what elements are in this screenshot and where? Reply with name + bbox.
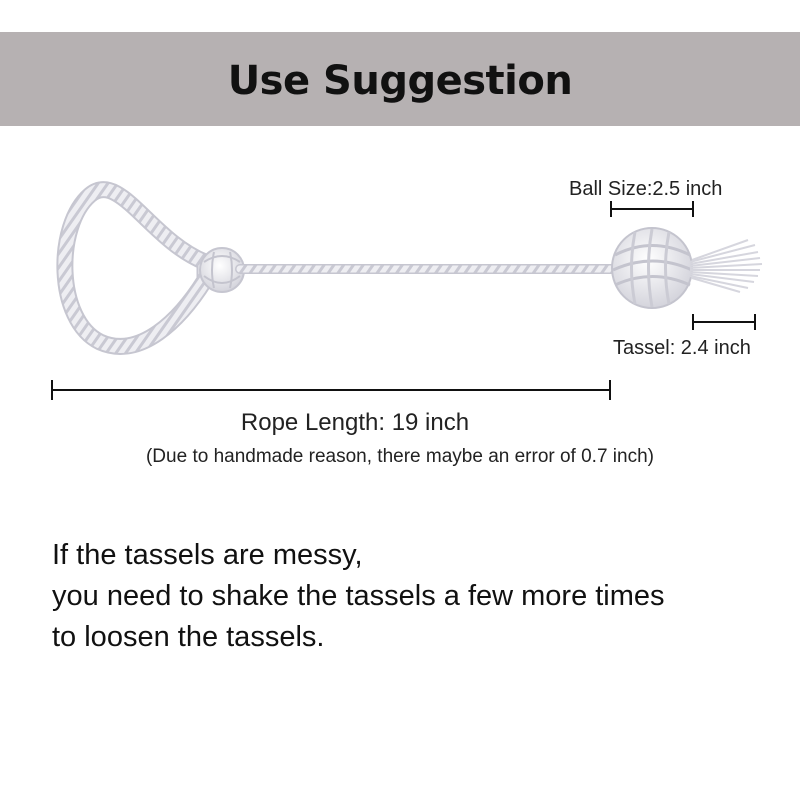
tip-line: you need to shake the tassels a few more times: [52, 580, 665, 612]
rope-length-dimension-line: [52, 380, 610, 400]
tassel-dimension-line: [693, 314, 755, 330]
error-note: (Due to handmade reason, there maybe an error of 0.7 inch): [145, 446, 654, 467]
monkey-fist-ball: [612, 228, 692, 308]
tassel-length-label: Tassel: 2.4 inch: [613, 337, 751, 359]
page-title: Use Suggestion: [227, 58, 573, 104]
tassel-fringe: [690, 240, 762, 292]
usage-tip: [52, 535, 772, 658]
rope-loop: [65, 190, 205, 347]
tip-line: If the tassels are messy,: [52, 539, 363, 571]
ball-size-dimension-line: [611, 201, 693, 217]
ball-size-label: Ball Size:2.5 inch: [569, 178, 723, 200]
tip-line: to loosen the tassels.: [52, 621, 325, 653]
rope-length-label: Rope Length: 19 inch: [240, 409, 470, 436]
